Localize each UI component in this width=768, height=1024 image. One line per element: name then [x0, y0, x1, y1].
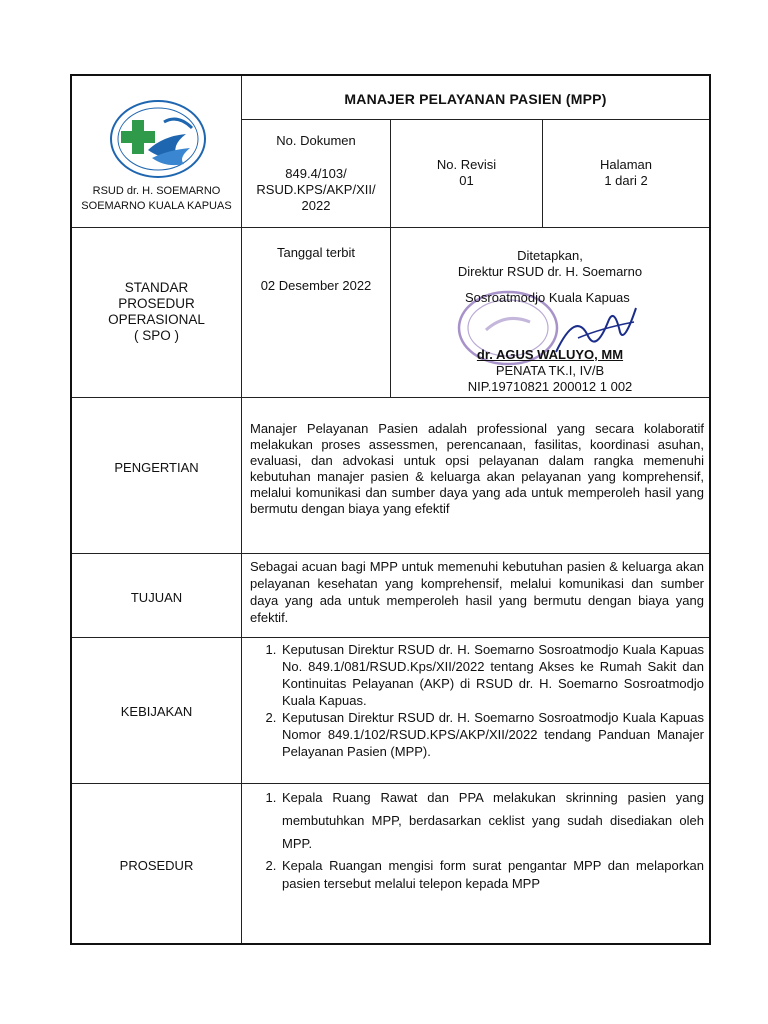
- doc-number-line3: 2022: [301, 198, 331, 213]
- signer-block: [391, 347, 709, 395]
- document-title: MANAJER PELAYANAN PASIEN (MPP): [344, 91, 607, 107]
- signer-nip: NIP.19710821 200012 1 002: [467, 379, 633, 394]
- signer-name: dr. AGUS WALUYO, MM: [476, 347, 624, 362]
- spo-table: [70, 74, 711, 945]
- spo-label-line3: OPERASIONAL: [108, 312, 205, 327]
- row-divider-5: [72, 783, 709, 784]
- prosedur-item: 2. Kepala Ruangan mengisi form surat pengantar MPP dan melaporkan pasien tersebut melalui telepon kepada MPP: [280, 857, 704, 893]
- revision-label: No. Revisi: [436, 157, 497, 172]
- row-divider-2: [72, 397, 709, 398]
- pengertian-text: Manajer Pelayanan Pasien adalah professional yang secara kolaboratif melakukan proses assessmen, perencanaan, fasilitas, koordinasi asuhan, evaluasi, dan advokasi untuk opsi pelayanan dalam rangka memenuhi kebutuhan manajer pasien & keluarga akan pelayanan yang komprehensif, melalui komunikasi dan sumber daya yang ada untuk memperoleh hasil yang bermutu dengan biaya yang efektif: [250, 421, 704, 516]
- tujuan-label: TUJUAN: [130, 590, 183, 605]
- row-divider-4: [72, 637, 709, 638]
- title-divider: [241, 119, 709, 120]
- issue-date-label: Tanggal terbit: [276, 245, 356, 260]
- row-divider-3: [72, 553, 709, 554]
- issue-date-value: 02 Desember 2022: [260, 278, 372, 293]
- prosedur-label: PROSEDUR: [119, 858, 194, 873]
- kebijakan-list: [250, 641, 704, 760]
- doc-number-line1: 849.4/103/: [285, 166, 347, 181]
- page-label: Halaman: [599, 157, 653, 172]
- kebijakan-label: KEBIJAKAN: [120, 704, 193, 719]
- doc-number-line2: RSUD.KPS/AKP/XII/: [256, 182, 376, 197]
- established-label: Ditetapkan,: [517, 248, 583, 263]
- revision-value: 01: [459, 173, 474, 188]
- spo-label-line1: STANDAR: [124, 280, 189, 295]
- spo-label-line2: PROSEDUR: [118, 296, 195, 311]
- pengertian-label: PENGERTIAN: [114, 460, 199, 475]
- hospital-name-line1: RSUD dr. H. SOEMARNO: [92, 185, 221, 197]
- doc-number-label: No. Dokumen: [276, 133, 356, 148]
- spo-label: [72, 280, 241, 344]
- signer-rank: PENATA TK.I, IV/B: [495, 363, 605, 378]
- page-value: 1 dari 2: [604, 173, 648, 188]
- prosedur-list: [250, 786, 704, 893]
- kebijakan-item: 2. Keputusan Direktur RSUD dr. H. Soemarno Sosroatmodjo Kuala Kapuas Nomor 849.1/102/RSUD.KPS/AKP/XII/2022 tendang Panduan Manajer Pelayanan Pasien (MPP).: [280, 709, 704, 760]
- tujuan-text: Sebagai acuan bagi MPP untuk memenuhi kebutuhan pasien & keluarga akan pelayanan kesehatan yang komprehensif, melalui komunikasi dan sumber daya yang ada untuk memperoleh hasil yang bermutu dengan biaya yang efektif.: [250, 559, 704, 625]
- page-cell: [543, 157, 709, 189]
- spo-label-line4: ( SPO ): [133, 328, 179, 343]
- doc-number-value: [242, 166, 390, 214]
- kebijakan-item: 1. Keputusan Direktur RSUD dr. H. Soemarno Sosroatmodjo Kuala Kapuas No. 849.1/081/RSUD.Kps/XII/2022 tentang Akses ke Rumah Sakit dan Kontinuitas Pelayanan (AKP) di RSUD dr. H. Soemarno Sosroatmodjo Kuala Kapuas.: [280, 641, 704, 709]
- approval-block: [391, 248, 709, 280]
- prosedur-item: 1. Kepala Ruang Rawat dan PPA melakukan skrinning pasien yang membutuhkan MPP, berdasarkan ceklist yang sudah disediakan oleh MPP.: [280, 786, 704, 855]
- director-title: Direktur RSUD dr. H. Soemarno: [457, 264, 643, 279]
- hospital-logo: [108, 98, 208, 180]
- director-institution: Sosroatmodjo Kuala Kapuas: [465, 290, 630, 305]
- hospital-name-line2: SOEMARNO KUALA KAPUAS: [81, 200, 232, 212]
- revision-cell: [391, 157, 542, 189]
